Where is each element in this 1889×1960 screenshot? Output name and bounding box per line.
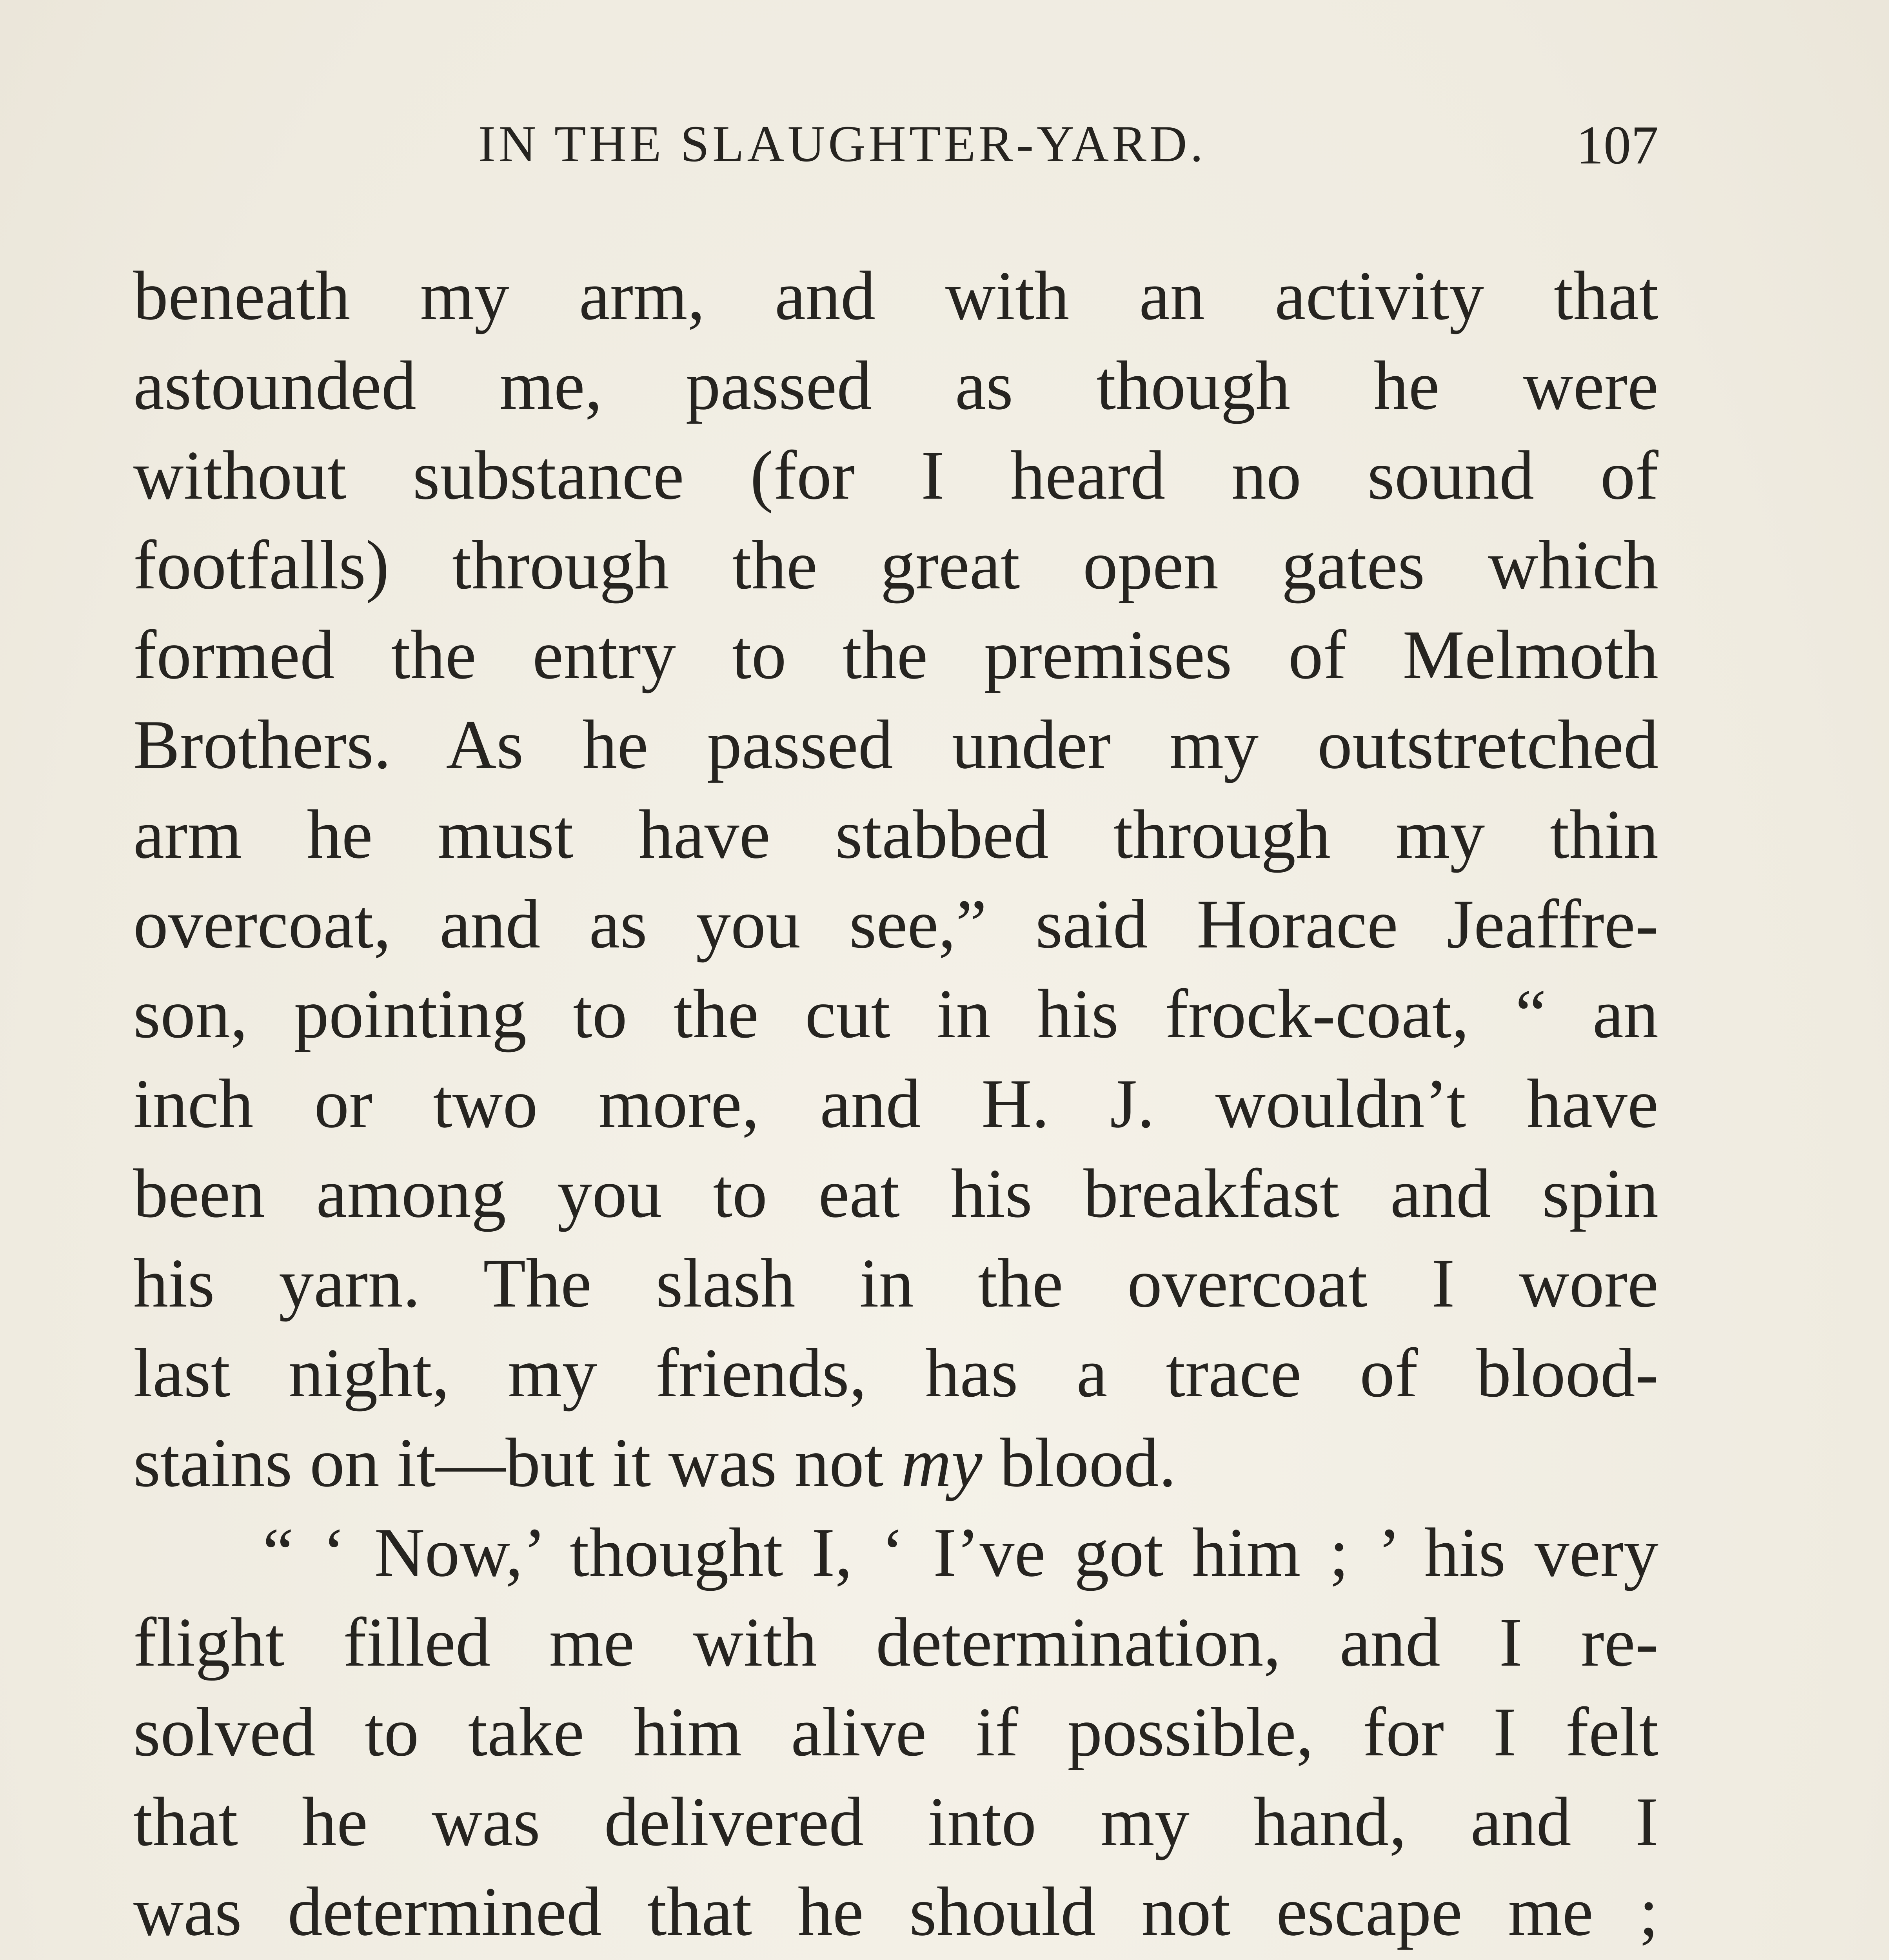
text-line-6: Brothers. As he passed under my outstretched [133,706,1658,783]
text-line-9: son, pointing to the cut in his frock-coat, “ an [133,975,1658,1053]
running-head: IN THE SLAUGHTER-YARD. [478,115,1206,172]
text-line-16: flight filled me with determination, and I re- [133,1603,1658,1681]
text-line-7: arm he must have stabbed through my thin [133,795,1658,873]
text-line-11: been among you to eat his breakfast and spin [133,1154,1658,1232]
page-header [133,114,1658,192]
text-line-13: last night, my friends, has a trace of blood- [133,1334,1658,1412]
text-line-18: that he was delivered into my hand, and I [133,1783,1658,1860]
text-line-1: beneath my arm, and with an activity that [133,257,1658,334]
text-line-19: was determined that he should not escape me ; [133,1873,1658,1950]
text-line-14 [133,1418,1658,1508]
text-line-14-start: stains on it—but it was not [133,1424,884,1501]
text-line-12: his yarn. The slash in the overcoat I wore [133,1244,1658,1322]
text-line-4: footfalls) through the great open gates which [133,526,1658,604]
page-number: 107 [1576,115,1658,176]
text-line-10: inch or two more, and H. J. wouldn’t have [133,1065,1658,1142]
text-line-15: “ ‘ Now,’ thought I, ‘ I’ve got him ; ’ his very [263,1514,1658,1591]
text-line-5: formed the entry to the premises of Melmoth [133,616,1658,693]
body-text [133,251,1658,1960]
text-line-14-end: blood. [1000,1424,1177,1501]
text-line-17: solved to take him alive if possible, for I felt [133,1693,1658,1771]
emphasis-word: my [901,1424,983,1501]
text-line-20 [133,1956,1658,1960]
text-line-2: astounded me, passed as though he were [133,347,1658,424]
text-line-3: without substance (for I heard no sound of [133,436,1658,514]
text-line-8: overcoat, and as you see,” said Horace Jeaffre- [133,885,1658,963]
